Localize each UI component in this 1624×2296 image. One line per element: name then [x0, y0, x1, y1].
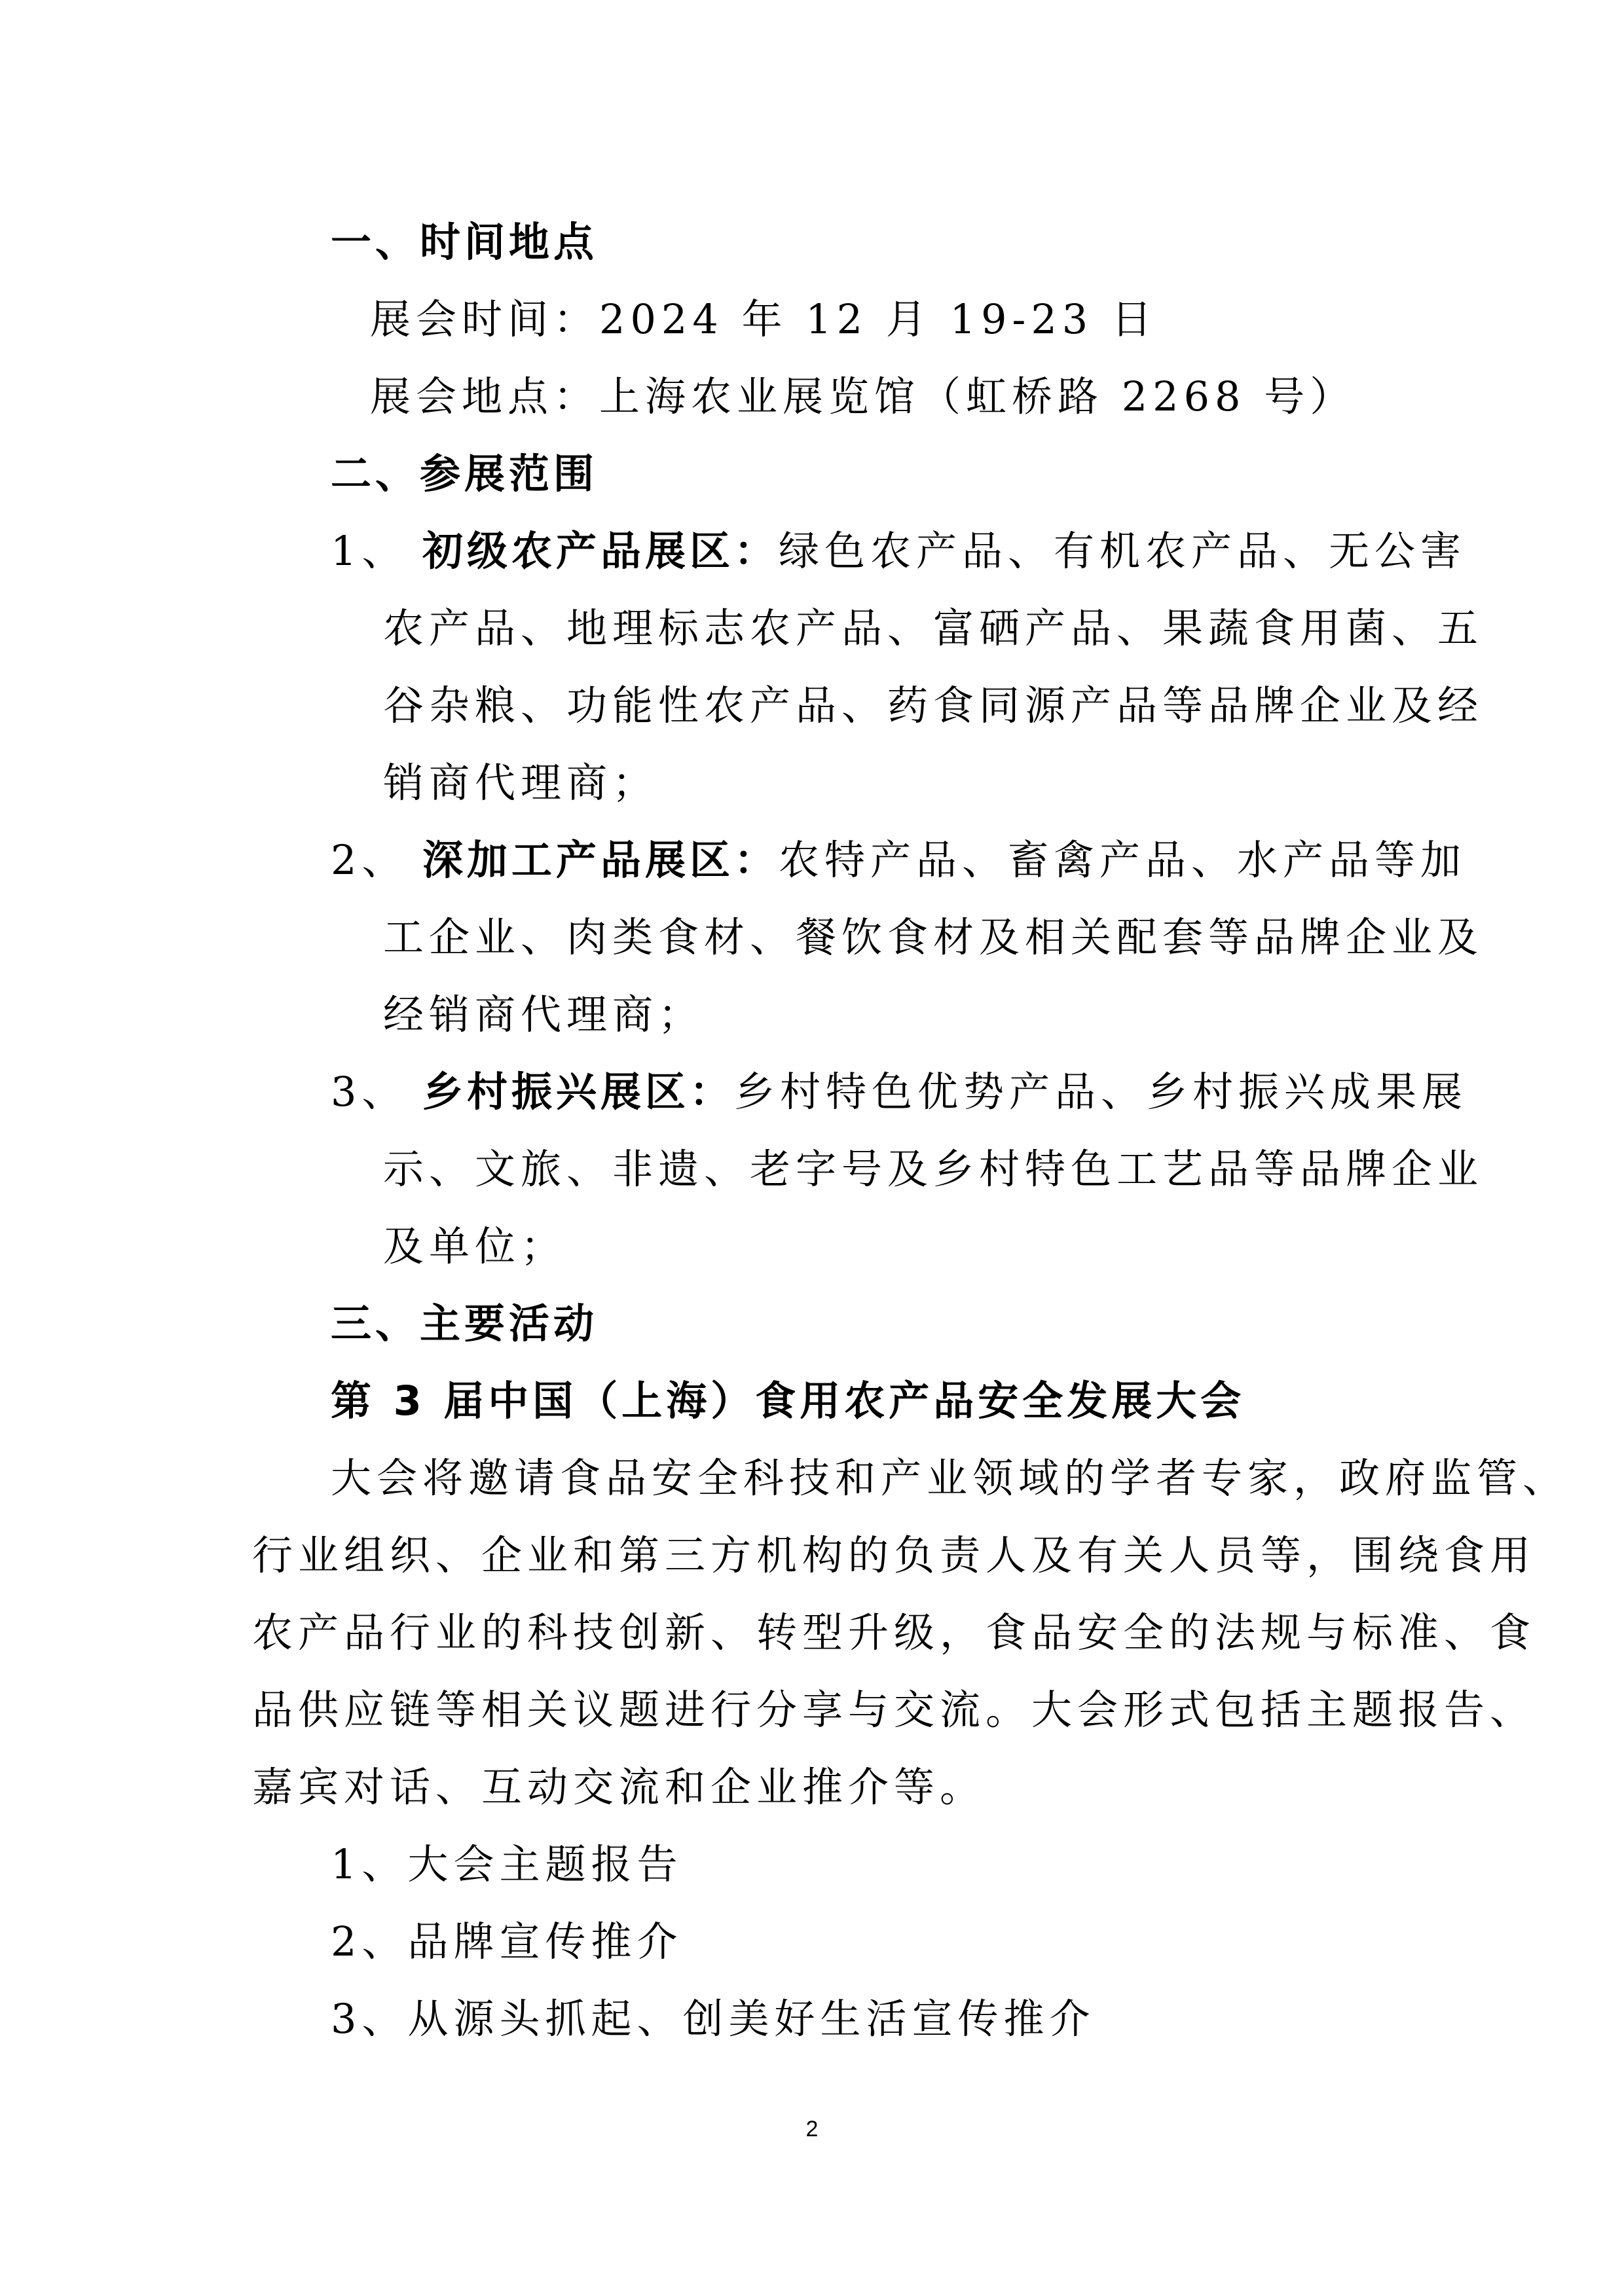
paragraph-line-1: 大会将邀请食品安全科技和产业领域的学者专家，政府监管、	[331, 1454, 1569, 1502]
paragraph-line-2: 行业组织、企业和第三方机构的负责人及有关人员等，围绕食用	[252, 1531, 1536, 1579]
scope-item-3-line-2: 示、文旅、非遗、老字号及乡村特色工艺品等品牌企业	[383, 1145, 1484, 1193]
scope-item-2-line-3: 经销商代理商；	[383, 991, 705, 1038]
scope-item-text: 农特产品、畜禽产品、水产品等加	[779, 836, 1467, 884]
scope-item-3	[331, 1066, 1467, 1118]
exhibition-venue: 展会地点：上海农业展览馆（虹桥路 2268 号）	[370, 373, 1356, 420]
scope-item-1	[331, 525, 1466, 577]
scope-item-1-line-4: 销商代理商；	[383, 759, 659, 807]
scope-item-number: 1、	[331, 527, 408, 575]
exhibition-time: 展会时间：2024 年 12 月 19-23 日	[370, 295, 1157, 343]
paragraph-line-3: 农产品行业的科技创新、转型升级，食品安全的法规与标准、食	[252, 1609, 1536, 1656]
scope-item-text: 绿色农产品、有机农产品、无公害	[779, 527, 1467, 575]
scope-item-title: 初级农产品展区：	[422, 527, 779, 575]
scope-item-number: 2、	[331, 836, 408, 884]
scope-item-2	[331, 834, 1466, 886]
scope-item-number: 3、	[331, 1068, 408, 1116]
scope-item-title: 深加工产品展区：	[422, 836, 779, 884]
section-1-heading: 一、时间地点	[331, 218, 599, 266]
scope-item-1-line-2: 农产品、地理标志农产品、富硒产品、果蔬食用菌、五	[383, 604, 1484, 652]
activity-item-1: 1、大会主题报告	[331, 1840, 683, 1888]
paragraph-line-5: 嘉宾对话、互动交流和企业推介等。	[252, 1763, 986, 1811]
scope-item-text: 乡村特色优势产品、乡村振兴成果展	[734, 1068, 1468, 1116]
activity-item-3: 3、从源头抓起、创美好生活宣传推介	[331, 1995, 1096, 2043]
page-number: 2	[805, 2117, 819, 2141]
event-title: 第 3 届中国（上海）食用农产品安全发展大会	[331, 1377, 1246, 1425]
activity-item-2: 2、品牌宣传推介	[331, 1918, 683, 1965]
scope-item-2-line-2: 工企业、肉类食材、餐饮食材及相关配套等品牌企业及	[383, 913, 1484, 961]
section-2-heading: 二、参展范围	[331, 450, 599, 498]
scope-item-1-line-3: 谷杂粮、功能性农产品、药食同源产品等品牌企业及经	[383, 682, 1484, 729]
section-3-heading: 三、主要活动	[331, 1300, 599, 1347]
scope-item-3-line-3: 及单位；	[383, 1222, 567, 1270]
scope-item-title: 乡村振兴展区：	[422, 1068, 735, 1116]
paragraph-line-4: 品供应链等相关议题进行分享与交流。大会形式包括主题报告、	[252, 1686, 1536, 1734]
